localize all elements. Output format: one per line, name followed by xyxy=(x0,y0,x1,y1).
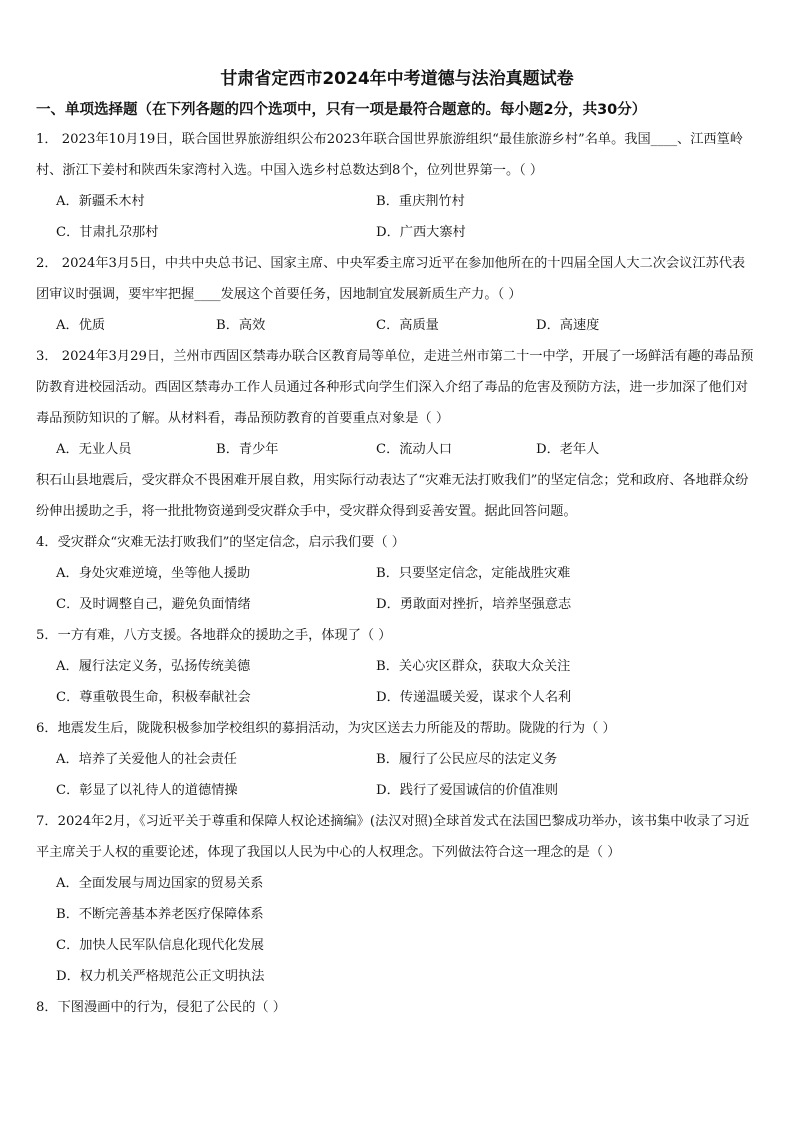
option-d: D．传递温暖关爱，谋求个人名利 xyxy=(376,690,572,705)
option-d: D．践行了爱国诚信的价值准则 xyxy=(376,783,559,798)
question-stem: 4．受灾群众“灾难无法打败我们”的坚定信念，启示我们要（ ） xyxy=(36,535,405,550)
option-c: C．彰显了以礼待人的道德情操 xyxy=(56,783,238,798)
option-d: D．权力机关严格规范公正文明执法 xyxy=(56,969,265,984)
question-stem: 5．一方有难，八方支援。各地群众的援助之手，体现了（ ） xyxy=(36,628,392,643)
option-b: B．关心灾区群众，获取大众关注 xyxy=(376,659,571,674)
option-a: A．全面发展与周边国家的贸易关系 xyxy=(56,876,264,891)
question-8 xyxy=(36,992,758,1023)
option-d: D．老年人 xyxy=(536,442,600,457)
options-list xyxy=(36,744,758,806)
option-c: C．流动人口 xyxy=(376,442,453,457)
question-stem: 3． 2024年3月29日，兰州市西固区禁毒办联合区教育局等单位，走进兰州市第二十一中学，开展了一场鲜活有趣的毒品预防教育进校园活动。西固区禁毒办工作人员通过各种形式向学生们深入介绍了毒品的危害及预防方法，进一步加深了他们对毒品预防知识的了解。从材料看，毒品预防教育的首要重点对象是（ ） xyxy=(36,349,754,426)
reading-material: 积石山县地震后，受灾群众不畏困难开展自救，用实际行动表达了“灾难无法打败我们”的坚定信念；党和政府、各地群众纷纷伸出援助之手，将一批批物资递到受灾群众手中，受灾群众得到妥善安置。据此回答问题。 xyxy=(36,473,749,519)
option-c: C．加快人民军队信息化现代化发展 xyxy=(56,938,264,953)
option-c: C．高质量 xyxy=(376,318,439,333)
option-b: B．高效 xyxy=(216,318,266,333)
question-stem: 6．地震发生后，陇陇积极参加学校组织的募捐活动，为灾区送去力所能及的帮助。陇陇的行为（ ） xyxy=(36,721,616,736)
question-stem: 7．2024年2月，《习近平关于尊重和保障人权论述摘编》(法汉对照)全球首发式在法国巴黎成功举办，该书集中收录了习近平主席关于人权的重要论述，体现了我国以人民为中心的人权理念。下列做法符合这一理念的是（ ） xyxy=(36,814,750,860)
options-list xyxy=(36,558,758,620)
section-heading: 一、单项选择题（在下列各题的四个选项中，只有一项是最符合题意的。每小题2分，共30分） xyxy=(36,102,647,118)
question-1 xyxy=(36,124,758,248)
option-b: B．不断完善基本养老医疗保障体系 xyxy=(56,907,264,922)
question-stem: 8．下图漫画中的行为，侵犯了公民的（ ） xyxy=(36,1000,286,1015)
option-a: A．优质 xyxy=(56,318,106,333)
question-2 xyxy=(36,248,758,341)
option-b: B．青少年 xyxy=(216,442,279,457)
question-4 xyxy=(36,527,758,620)
question-stem: 2． 2024年3月5日，中共中央总书记、国家主席、中央军委主席习近平在参加他所在的十四届全国人大二次会议江苏代表团审议时强调，要牢牢把握____发展这个首要任务，因地制宜发展新质生产力。（ ） xyxy=(36,256,746,302)
question-7 xyxy=(36,806,758,992)
option-d: D．高速度 xyxy=(536,318,600,333)
option-b: B．只要坚定信念，定能战胜灾难 xyxy=(376,566,571,581)
question-6 xyxy=(36,713,758,806)
option-a: A．履行法定义务，弘扬传统美德 xyxy=(56,659,251,674)
option-d: D．广西大寨村 xyxy=(376,225,466,240)
option-a: A．新疆禾木村 xyxy=(56,194,145,209)
options-list xyxy=(36,310,758,341)
question-stem: 1． 2023年10月19日，联合国世界旅游组织公布2023年联合国世界旅游组织“最佳旅游乡村”名单。我国____、江西篁岭村、浙江下姜村和陕西朱家湾村入选。中国入选乡村总数达到8个，位列世界第一。（ ） xyxy=(36,132,743,178)
option-c: C．及时调整自己，避免负面情绪 xyxy=(56,597,251,612)
option-c: C．甘肃扎尕那村 xyxy=(56,225,159,240)
options-list xyxy=(36,186,758,248)
option-a: A．无业人员 xyxy=(56,442,132,457)
question-3 xyxy=(36,341,758,465)
option-d: D．勇敢面对挫折，培养坚强意志 xyxy=(376,597,572,612)
option-a: A．培养了关爱他人的社会责任 xyxy=(56,752,237,767)
options-list xyxy=(36,651,758,713)
page-title: 甘肃省定西市2024年中考道德与法治真题试卷 xyxy=(220,69,574,89)
option-c: C．尊重敬畏生命，积极奉献社会 xyxy=(56,690,251,705)
option-a: A．身处灾难逆境，坐等他人援助 xyxy=(56,566,251,581)
options-list xyxy=(36,868,758,992)
option-b: B．重庆荆竹村 xyxy=(376,194,465,209)
options-list xyxy=(36,434,758,465)
option-b: B．履行了公民应尽的法定义务 xyxy=(376,752,558,767)
question-5 xyxy=(36,620,758,713)
